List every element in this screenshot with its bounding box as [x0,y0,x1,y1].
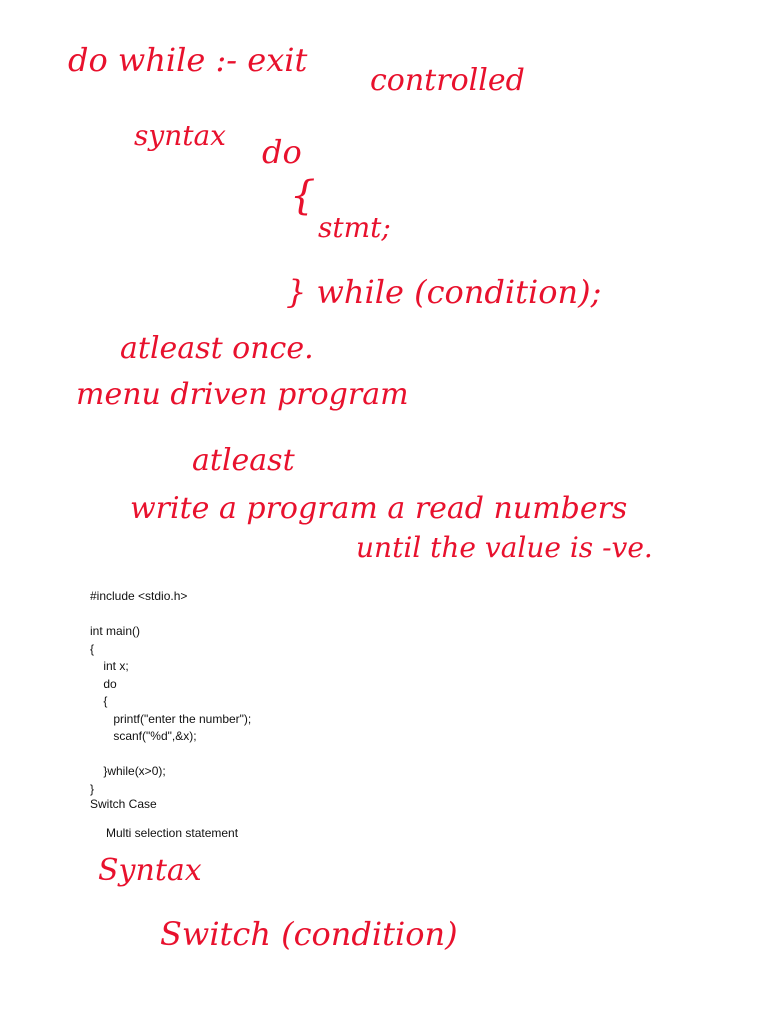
code-line [90,606,251,624]
multi-selection-text: Multi selection statement [106,826,239,840]
handwritten-do-keyword: do [262,133,302,171]
code-line: #include <stdio.h> [90,589,188,603]
code-block [90,588,251,798]
handwritten-stmt: stmt; [318,211,391,244]
handwritten-controlled: controlled [370,63,525,98]
handwritten-until-value: until the value is -ve. [356,531,653,564]
code-line: int x; [90,659,129,673]
code-line: printf("enter the number"); [90,711,252,726]
handwritten-write-program: write a program a read numbers [130,491,628,526]
code-line: scanf("%d",&x); [90,729,197,743]
code-line [90,746,251,764]
code-line: { [90,641,95,656]
handwritten-close-while: } while (condition); [286,273,602,311]
handwritten-switch-condition: Switch (condition) [160,915,458,953]
handwritten-syntax2: Syntax [98,853,202,888]
handwritten-atleast: atleast [192,443,295,478]
handwritten-atleast-once: atleast once. [120,331,314,366]
code-line: }while(x>0); [90,764,166,778]
code-line: { [90,694,108,708]
code-line: int main() [90,624,141,638]
handwritten-do-while: do while :- exit [68,41,308,79]
code-line: } [90,781,95,796]
handwritten-syntax-label: syntax [134,119,226,152]
switch-case-heading: Switch Case [90,797,157,811]
handwritten-open-brace: { [290,173,316,219]
code-line: do [90,676,117,691]
handwritten-menu-driven: menu driven program [76,377,409,412]
